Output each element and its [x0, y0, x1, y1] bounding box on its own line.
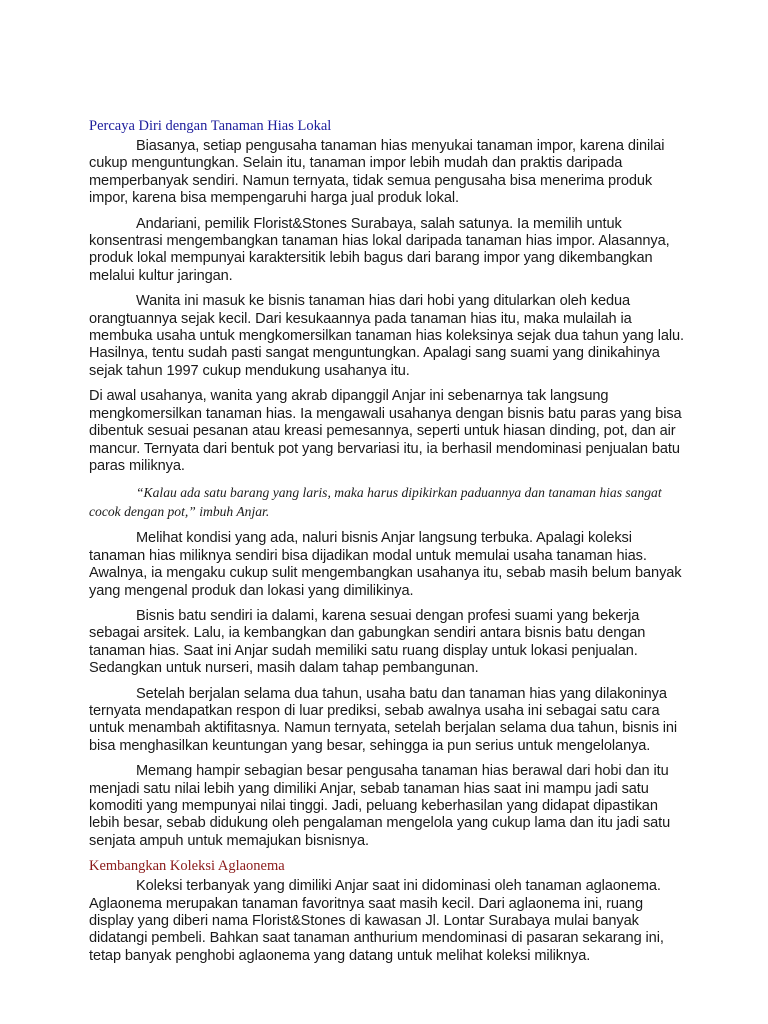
- paragraph: Biasanya, setiap pengusaha tanaman hias menyukai tanaman impor, karena dinilai cukup menguntungkan. Selain itu, tanaman impor lebih mudah dan praktis daripada memperbanyak sendiri. Namun ternyata, tidak semua pengusaha bisa menerima produk impor, karena bisa mempengaruhi harga jual produk lokal.: [89, 138, 665, 207]
- paragraph: Wanita ini masuk ke bisnis tanaman hias dari hobi yang ditularkan oleh kedua orangtuannya sejak kecil. Dari kesukaannya pada tanaman hias itu, maka mulailah ia membuka usaha untuk mengkomersilkan tanaman hias koleksinya sejak dua tahun yang lalu. Hasilnya, tentu sudah pasti sangat menguntungkan. Apalagi sang suami yang dinikahinya sejak tahun 1997 cukup mendukung usahanya itu.: [89, 293, 684, 379]
- section-heading-2: Kembangkan Koleksi Aglaonema: [89, 858, 285, 875]
- paragraph: Bisnis batu sendiri ia dalami, karena sesuai dengan profesi suami yang bekerja sebagai arsitek. Lalu, ia kembangkan dan gabungkan sendiri antara bisnis batu dengan tanaman hias. Saat ini Anjar sudah memiliki satu ruang display untuk lokasi penjualan. Sedangkan untuk nurseri, masih dalam tahap pembangunan.: [89, 607, 646, 677]
- quote: “Kalau ada satu barang yang laris, maka harus dipikirkan paduannya dan tanaman hias sangat cocok dengan pot,” imbuh Anjar.: [89, 485, 662, 520]
- paragraph: Setelah berjalan selama dua tahun, usaha batu dan tanaman hias yang dilakoninya ternyata mendapatkan respon di luar prediksi, sebab awalnya usaha ini sebagai satu cara untuk menambah aktifitasnya. Namun ternyata, setelah berjalan selama dua tahun, bisnis ini bisa menghasilkan keuntungan yang besar, sehingga ia pun serius untuk mengelolanya.: [89, 685, 678, 754]
- paragraph: Melihat kondisi yang ada, naluri bisnis Anjar langsung terbuka. Apalagi koleksi tanaman hias miliknya sendiri bisa dijadikan modal untuk memulai usaha tanaman hias. Awalnya, ia mengaku cukup sulit mengembangkan usahanya itu, sebab masih belum banyak yang mengenal produk dan lokasi yang dimilikinya.: [89, 530, 682, 599]
- document-page: [89, 118, 689, 973]
- paragraph: Di awal usahanya, wanita yang akrab dipanggil Anjar ini sebenarnya tak langsung mengkomersilkan tanaman hias. Ia mengawali usahanya dengan bisnis batu paras yang bisa dibentuk sesuai pesanan atau kreasi pemesannya, seperti untuk hiasan dinding, pot, dan air mancur. Ternyata dari bentuk pot yang bervariasi itu, ia berhasil mendominasi penjualan batu paras miliknya.: [89, 388, 682, 474]
- paragraph: Andariani, pemilik Florist&Stones Surabaya, salah satunya. Ia memilih untuk konsentrasi mengembangkan tanaman hias lokal daripada tanaman hias impor. Alasannya, produk lokal mempunyai karaktersitik lebih bagus dari barang impor yang dikembangkan melalui kultur jaringan.: [89, 215, 670, 284]
- section-heading-1: Percaya Diri dengan Tanaman Hias Lokal: [89, 118, 332, 134]
- paragraph: Memang hampir sebagian besar pengusaha tanaman hias berawal dari hobi dan itu menjadi satu nilai lebih yang dimiliki Anjar, sebab tanaman hias saat ini mampu jadi satu komoditi yang mempunyai nilai tinggi. Jadi, peluang keberhasilan yang didapat dipastikan lebih besar, sebab didukung oleh pengalaman mengelola yang cukup lama dan itu jadi satu senjata ampuh untuk memajukan bisnisnya.: [89, 763, 671, 849]
- paragraph: Koleksi terbanyak yang dimiliki Anjar saat ini didominasi oleh tanaman aglaonema. Aglaonema merupakan tanaman favoritnya saat masih kecil. Dari aglaonema ini, ruang display yang diberi nama Florist&Stones di kawasan Jl. Lontar Surabaya mulai banyak didatangi pembeli. Bahkan saat tanaman anthurium mendominasi di pasaran sekarang ini, tetap banyak penghobi aglaonema yang datang untuk melihat koleksi miliknya.: [89, 878, 664, 964]
